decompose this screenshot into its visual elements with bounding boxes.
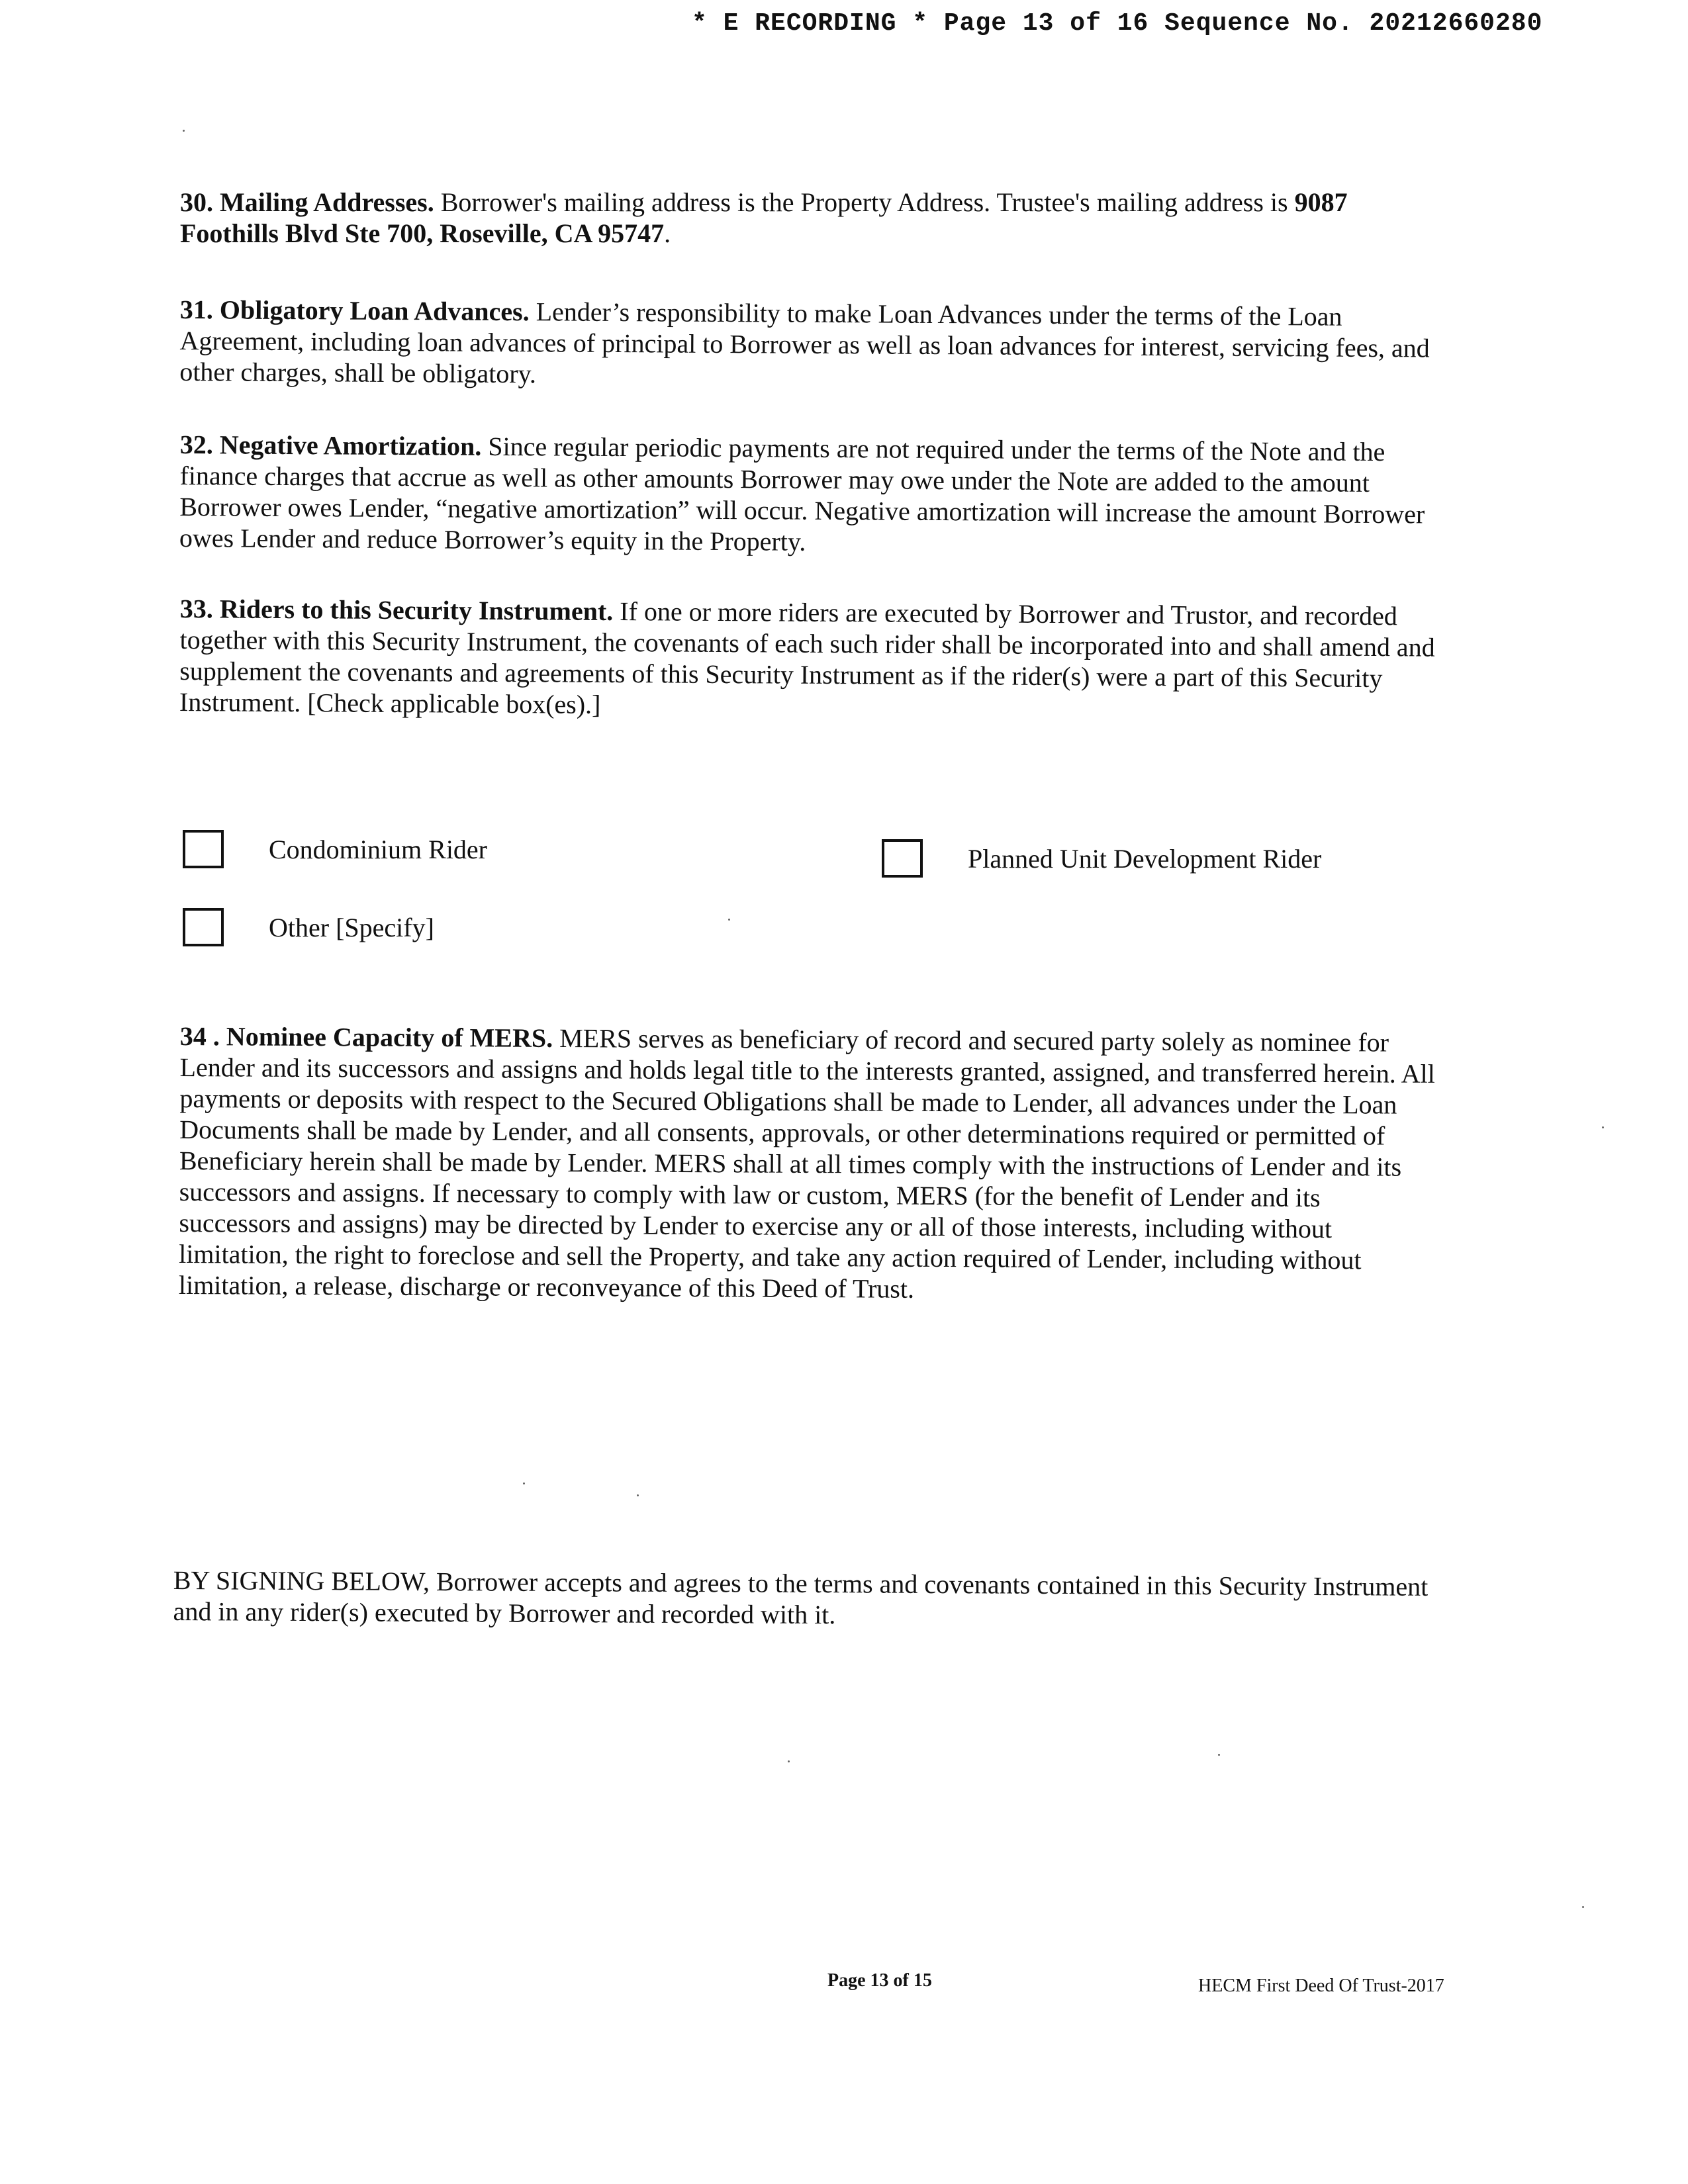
section-34-nominee-capacity-of-mers [179, 1021, 1438, 1307]
condominium-rider-checkbox[interactable] [183, 830, 224, 868]
section-33-heading: 33. Riders to this Security Instrument. [179, 594, 614, 626]
scan-speck [728, 919, 730, 921]
section-31-heading: 31. Obligatory Loan Advances. [179, 294, 530, 327]
section-33-riders [179, 593, 1438, 725]
other-rider-label: Other [Specify] [269, 912, 434, 942]
section-30-tail: . [664, 218, 671, 248]
scan-speck [637, 1494, 639, 1496]
section-31-text: Lender’s responsibility to make Loan Advances under the terms of the Loan Agreement, including loan advances of principal to Borrower as well as loan advances for interest, servicing fees, and other charges, shall be obligatory. [179, 296, 1430, 389]
section-32-heading: 32. Negative Amortization. [179, 430, 482, 461]
section-32-negative-amortization [179, 429, 1438, 561]
scan-speck [1582, 1906, 1584, 1908]
section-33-text: If one or more riders are executed by Borrower and Trustor, and recorded together with this Security Instrument, the covenants of each such rider shall be incorporated into and shall amend and supplement the covenants and agreements of this Security Instrument as if the rider(s) were a part of this Security Instrument. [Check applicable box(es).] [179, 596, 1435, 719]
scan-speck [1218, 1754, 1220, 1756]
condominium-rider-option [183, 830, 487, 868]
scan-speck [183, 130, 185, 132]
footer-form-name: HECM First Deed Of Trust-2017 [1198, 1976, 1444, 1996]
other-rider-checkbox[interactable] [183, 908, 224, 946]
section-30-heading: 30. Mailing Addresses. [180, 187, 434, 217]
planned-unit-development-rider-option [882, 839, 1321, 878]
section-34-text: MERS serves as beneficiary of record and secured party solely as nominee for Lender and its successors and assigns and holds legal title to the interests granted, assigned, and transferred herein. All payments or deposits with respect to the Secured Obligations shall be made to Lender, all advances under the Loan Documents shall be made by Lender, and all consents, approvals, or other determinations required or permitted of Beneficiary herein shall be made by Lender. MERS shall at all times comply with the instructions of Lender and its successors and assigns. If necessary to comply with law or custom, MERS (for the benefit of Lender and its successors and assigns) may be directed by Lender to exercise any or all of those interests, including without limitation, the right to foreclose and sell the Property, and take any action required of Lender, including without limitation, a release, discharge or reconveyance of this Deed of Trust. [178, 1023, 1435, 1304]
signing-statement: BY SIGNING BELOW, Borrower accepts and agrees to the terms and covenants contained in this Security Instrument and in any rider(s) executed by Borrower and recorded with it. [173, 1565, 1429, 1630]
section-34-heading: 34 . Nominee Capacity of MERS. [179, 1021, 553, 1053]
section-30-text: Borrower's mailing address is the Property Address. Trustee's mailing address is [434, 187, 1295, 217]
scan-speck [523, 1482, 525, 1484]
scan-speck [1602, 1126, 1604, 1128]
scan-speck [788, 1760, 790, 1762]
other-rider-option [183, 908, 434, 946]
planned-unit-development-rider-checkbox[interactable] [882, 839, 923, 878]
section-32-text: Since regular periodic payments are not required under the terms of the Note and the finance charges that accrue as well as other amounts Borrower may owe under the Note are added to the amount Borrower owes Lender, “negative amortization” will occur. Negative amortization will increase the amount Borrower owes Lender and reduce Borrower’s equity in the Property. [179, 431, 1425, 557]
trustee-address: 9087 Foothills Blvd Ste 700, Roseville, CA 95747 [180, 187, 1348, 248]
footer-page-number: Page 13 of 15 [827, 1970, 932, 1991]
condominium-rider-label: Condominium Rider [269, 834, 487, 864]
section-30-mailing-addresses [180, 187, 1438, 249]
planned-unit-development-rider-label: Planned Unit Development Rider [968, 843, 1322, 874]
section-31-obligatory-loan-advances [179, 294, 1438, 395]
recording-stamp: * E RECORDING * Page 13 of 16 Sequence No. 20212660280 [692, 9, 1543, 38]
